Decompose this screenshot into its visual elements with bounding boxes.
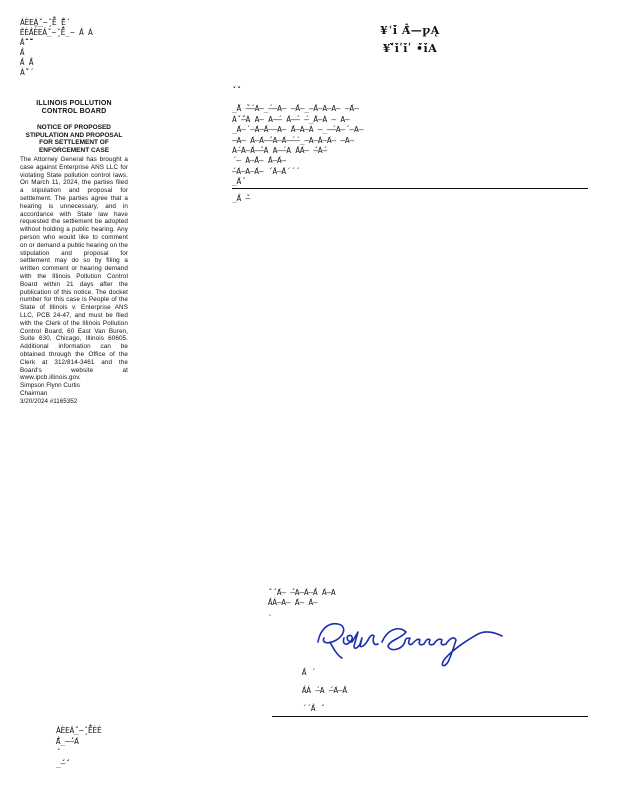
header-line: ÁÈEÁ̯̌́_̴̧̌ Ẻ̃̌ ̆̈́̀È́ [20,18,66,27]
bottom-left-block [56,726,206,770]
affidavit-paragraph-2: _́Á ́̀— [232,194,251,203]
notice-signature: Simpson Flynn Curtis [20,382,80,390]
handwritten-signature [308,612,508,672]
paragraph-line: Á́—Á—́́A—́́—Á A—́—A ́Á́A— ́́—Á́— [232,145,327,155]
notice-body: The Attorney General has brought a case against Enterprise ANS LLC for violating State pollution control laws. On March 11, 2024, the parties filed a stipulation and proposal for settlement. The parties agree that a hearing is unnecessary, and in accordance with State law have requested the settlement be adopted without holding a public hearing. Any person who would like to comment on or demand a public hearing on the stipulation and proposal for settlement may do so by filing a written comment or hearing demand with the Illinois Pollution Control Board within 21 days after the publication of this notice. The docket number for this case is People of the State of Illinois v. Enterprise ANS LLC, PCB 24-47, and must be filed with the Clerk of the Illinois Pollution Control Board, 60 East Van Buren, Suite 630, Chicago, Illinois 60605. Additional information can be obtained through the Office of the Clerk at 312/814-3461 and the Board's website at www.ipcb.illinois.gov. [20,156,128,382]
bottom-line: ÁÈEÁ̌́_̴̧̌ Ẻ̃̌́ÈÉ [56,726,102,735]
header-line: Á̀́́̌́ ́ [20,68,30,77]
affidavit-body [232,86,592,188]
notice-subheading: NOTICE OF PROPOSED STIPULATION AND PROPOSAL FOR SETTLEMENT OF ENFORCEMENT CASE [25,124,123,154]
header-line: ́Á ́̀́Á [20,58,34,67]
paragraph-line: _́A—́ —́A—́Á——A— ́Á—A—Á —_—́—A—́ —A— [232,125,363,135]
notice-signature-role: Chairman [20,389,48,397]
header-line: ́ÈÈ́ÁÈEÁ̌́_̴̧̌ Ẻ̃̌́_̴ ́Á Á [20,28,93,37]
section-divider [232,188,588,189]
header-line: ́Á̃̌́ ̃́̀̃̀́́́ [20,38,29,47]
affidavit-label: ́̀́ ́̀́́́́ [232,86,237,95]
footer-divider [272,716,588,717]
header-line: ́Á [20,48,25,57]
bottom-line: ́́̃́Á_̴́́́́—́A [56,737,79,746]
bottom-line [56,748,206,759]
paragraph-line: Á̀́ ́̀́—Á A— A—́— ́́A—́— ́—_́Á—Á — A— [232,114,350,124]
publication-header [20,18,190,78]
notary-title: ́ÁÁ ́—A ́—́A—́Á [302,686,347,695]
notary-commission: ́ ́ ́Á ́́́ [302,704,320,713]
bottom-line: _́́́—́́́́́ [56,759,66,768]
notice-ref: 3/20/2024 #1165352 [20,397,78,405]
notary-mark: ` [268,614,273,623]
paragraph-line: _́Á́́ [232,177,242,187]
paragraph-line: ́ — Á—́́Á— ́Á—́A— [232,156,286,166]
title-line-2: ¥ʹ̀́ı́̀ʹı́̀ʹ •́̀ı́̀A [382,42,438,55]
paragraph-line: —A— ́A—́A—́́—A—́A—́—́—_—A—Á—́A— —A— [232,135,354,145]
paragraph-line: ́—́A—A—́A— ́́ ́Á—́Á́ ́ ́ [232,166,295,176]
legal-notice [20,100,128,406]
affidavit-paragraph [232,104,592,187]
notary-name: ́Á ́ [302,668,311,677]
sworn-line: ́̀ ́́ ́́A— ́́—A—́A—́́Á ́A—A [268,588,336,597]
affidavit-title [250,22,570,58]
paragraph-line: _́̀Á ́̀—́—A—_́——A— —́Á—_—́Á—A—A— —́A— [232,104,359,114]
sworn-line: ́ÁÁ—A— ́A— ́A— [268,598,318,607]
title-line-1: ¥ʿı́̀́̀ Á̂̀—ƿĄ [380,24,440,37]
notice-heading: ILLINOIS POLLUTION CONTROL BOARD [36,100,112,115]
